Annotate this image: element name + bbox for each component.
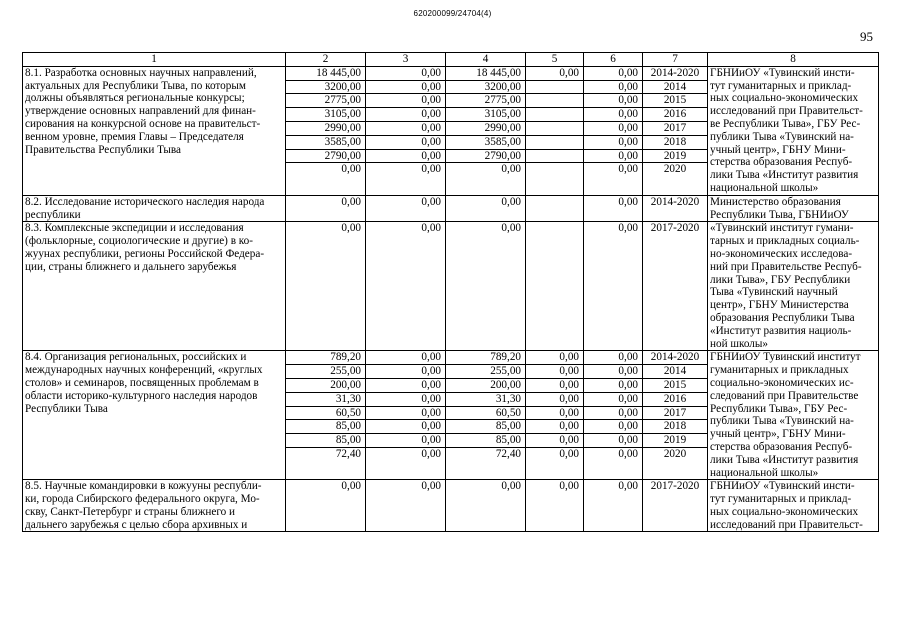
description-line: скву, Санкт-Петербург и страны ближнего и [25,505,236,518]
republic-value: 85,00 [446,434,525,448]
organization-line: стерства образования Респуб- [710,156,853,169]
local-value: 0,00 [526,420,583,434]
activity-description [23,351,286,480]
period: 2014-2020 [643,195,708,222]
organization-line: публики Тыва «Тувинский на- [710,130,854,143]
local-value: 0,00 [526,67,583,81]
republic-value: 255,00 [446,365,525,379]
federal-value: 0,00 [366,351,445,365]
federal-value: 0,00 [366,108,445,122]
local-value [526,94,583,108]
total-value: 0,00 [286,480,366,532]
total-value: 255,00 [286,365,365,379]
table-row [23,195,879,222]
extra-value: 0,00 [584,407,642,421]
extra-value: 0,00 [584,94,642,108]
republic-value: 0,00 [446,222,526,351]
total-value: 85,00 [286,434,365,448]
period-cell [643,351,708,480]
organization-line: исследований при Правительст- [710,105,863,118]
federal-value: 0,00 [366,379,445,393]
column-header: 3 [366,53,446,67]
extra-value: 0,00 [584,67,642,81]
federal-value: 0,00 [366,407,445,421]
total-value: 85,00 [286,420,365,434]
extra-value-cell [584,66,643,195]
extra-value: 0,00 [584,393,642,407]
description-line: области историко-культурного наследия народов [25,389,258,402]
period: 2020 [663,163,687,176]
table-row [23,480,879,532]
federal-value: 0,00 [366,136,445,150]
organization-line: национальной школы» [710,181,819,194]
description-line: 8.4. Организация региональных, российских и [25,351,247,364]
organization-line: социально-экономических ис- [710,376,854,389]
extra-value: 0,00 [584,222,643,351]
description-line: Республики Тыва [25,402,108,415]
organization-line: гуманитарных и прикладных [710,364,849,377]
period: 2015 [643,379,707,393]
republic-value: 0,00 [446,195,526,222]
total-value-cell [286,66,366,195]
period: 2014-2020 [643,67,707,81]
local-value: 0,00 [526,365,583,379]
republic-value: 789,20 [446,351,525,365]
activity-description [23,222,286,351]
local-value: 0,00 [526,393,583,407]
extra-value: 0,00 [584,420,642,434]
period: 2019 [643,434,707,448]
republic-value: 31,30 [446,393,525,407]
republic-value: 60,50 [446,407,525,421]
organization-line: Министерство образования [710,195,841,208]
document-code: 620200099/24704(4) [413,9,492,18]
period: 2018 [643,136,707,150]
organization-line: лики Тыва «Институт развития [710,453,859,466]
description-line: актуальных для Республики Тыва, по которым [25,79,246,92]
federal-value: 0,00 [366,94,445,108]
column-header-row [23,53,879,67]
organization-line: ГБНИиОУ «Тувинский инсти- [710,480,855,493]
local-value [526,136,583,150]
republic-value: 3200,00 [446,81,525,95]
local-value-cell [526,66,584,195]
extra-value: 0,00 [584,81,642,95]
description-line: 8.2. Исследование исторического наследия народа [25,195,265,208]
table-row [23,351,879,480]
responsible-organization [708,222,879,351]
total-value: 3105,00 [286,108,365,122]
description-line: должны объявляться региональные конкурсы; [25,92,245,105]
total-value: 0,00 [341,163,361,176]
description-line: ции, страны ближнего и дальнего зарубежья [25,260,237,273]
republic-value: 2990,00 [446,122,525,136]
description-line: утверждение основных направлений для финан- [25,105,256,118]
extra-value: 0,00 [584,434,642,448]
republic-value: 0,00 [501,163,521,176]
extra-value: 0,00 [584,108,642,122]
period: 2017 [643,122,707,136]
organization-line: Тыва «Тувинский научный [710,286,838,299]
column-header: 2 [286,53,366,67]
local-value-cell [526,351,584,480]
period: 2016 [643,108,707,122]
total-value: 0,00 [286,222,366,351]
period: 2016 [643,393,707,407]
organization-line: Республики Тыва», ГБУ Рес- [710,402,848,415]
extra-value: 0,00 [618,447,638,460]
extra-value-cell [584,351,643,480]
local-value [526,108,583,122]
table-row [23,66,879,195]
organization-line: тарных и прикладных социаль- [710,235,860,248]
table-row [23,222,879,351]
organization-line: ГБНИиОУ «Тувинский инсти- [710,66,855,79]
description-line: Правительства Республики Тыва [25,143,182,156]
extra-value: 0,00 [584,195,643,222]
description-line: жуунах республики, регионы Российской Федера- [25,247,265,260]
total-value: 789,20 [286,351,365,365]
republic-value: 200,00 [446,379,525,393]
republic-value: 72,40 [495,447,521,460]
federal-value: 0,00 [366,480,446,532]
organization-line: следований при Правительстве [710,389,859,402]
federal-value: 0,00 [366,434,445,448]
description-line: республики [25,208,81,221]
period: 2017 [643,407,707,421]
total-value: 2790,00 [286,150,365,164]
responsible-organization [708,480,879,532]
period: 2014 [643,81,707,95]
republic-value-cell [446,66,526,195]
extra-value: 0,00 [584,136,642,150]
organization-line: но-экономических исследова- [710,247,853,260]
extra-value: 0,00 [584,365,642,379]
local-value [526,222,584,351]
organization-line: образования Республики Тыва [710,311,855,324]
federal-value: 0,00 [366,222,446,351]
organization-line: ний при Правительстве Респуб- [710,260,862,273]
total-value: 18 445,00 [286,67,365,81]
total-value: 2775,00 [286,94,365,108]
organization-line: ве Республики Тыва», ГБУ Рес- [710,117,861,130]
extra-value: 0,00 [584,480,643,532]
local-value [526,122,583,136]
federal-value: 0,00 [366,365,445,379]
organization-line: центр», ГБНУ Министерства [710,299,849,312]
description-line: международных научных конференций, «круглых [25,364,263,377]
local-value [526,81,583,95]
description-line: столов» и семинаров, посвященных проблемам в [25,376,259,389]
organization-line: тут гуманитарных и приклад- [710,493,852,506]
activity-description [23,480,286,532]
page-number: 95 [860,29,873,44]
total-value: 2990,00 [286,122,365,136]
responsible-organization [708,66,879,195]
federal-value-cell [366,66,446,195]
federal-value: 0,00 [366,122,445,136]
activity-description [23,195,286,222]
description-line: 8.1. Разработка основных научных направлений, [25,66,257,79]
republic-value: 0,00 [446,480,526,532]
total-value-cell [286,351,366,480]
republic-value: 2790,00 [446,150,525,164]
republic-value: 2775,00 [446,94,525,108]
organization-line: учный центр», ГБНУ Мини- [710,428,846,441]
column-header: 4 [446,53,526,67]
description-line: сирования на конкурсной основе на правительст- [25,117,261,130]
extra-value: 0,00 [584,379,642,393]
federal-value: 0,00 [366,393,445,407]
column-header: 1 [23,53,286,67]
organization-line: тут гуманитарных и приклад- [710,79,852,92]
organization-line: учный центр», ГБНУ Мини- [710,143,846,156]
activity-description [23,66,286,195]
local-value [526,163,583,176]
local-value [526,150,583,164]
republic-value: 3585,00 [446,136,525,150]
extra-value: 0,00 [584,122,642,136]
local-value: 0,00 [526,480,584,532]
organization-line: ных социально-экономических [710,505,859,518]
period: 2020 [663,447,687,460]
organization-line: национальной школы» [710,466,819,479]
total-value: 31,30 [286,393,365,407]
organization-line: стерства образования Респуб- [710,440,853,453]
federal-value: 0,00 [421,447,441,460]
total-value: 72,40 [335,447,361,460]
organization-line: Республики Тыва, ГБНИиОУ [710,208,849,221]
period: 2018 [643,420,707,434]
extra-value: 0,00 [584,351,642,365]
period: 2014-2020 [643,351,707,365]
column-header: 8 [708,53,879,67]
federal-value: 0,00 [366,150,445,164]
federal-value-cell [366,351,446,480]
organization-line: исследований при Правительст- [710,518,863,531]
total-value: 200,00 [286,379,365,393]
federal-value: 0,00 [366,81,445,95]
column-header: 7 [643,53,708,67]
local-value [526,195,584,222]
local-value: 0,00 [526,434,583,448]
period: 2014 [643,365,707,379]
total-value: 0,00 [286,195,366,222]
description-line: дальнего зарубежья с целью сбора архивных и [25,518,248,531]
description-line: ки, города Сибирского федерального округа, Мо- [25,493,260,506]
period: 2015 [643,94,707,108]
organization-line: публики Тыва «Тувинский на- [710,415,854,428]
federal-value: 0,00 [366,67,445,81]
extra-value: 0,00 [584,150,642,164]
organization-line: «Институт развития нациоль- [710,324,852,337]
extra-value: 0,00 [618,163,638,176]
description-line: (фольклорные, социологические и другие) в ко- [25,235,253,248]
description-line: 8.5. Научные командировки в кожууны республи- [25,480,262,493]
description-line: 8.3. Комплексные экспедиции и исследования [25,222,244,235]
local-value: 0,00 [526,379,583,393]
period-cell [643,66,708,195]
organization-line: ГБНИиОУ Тувинский институт [710,351,861,364]
total-value: 3585,00 [286,136,365,150]
program-table [22,52,879,532]
column-header: 5 [526,53,584,67]
republic-value-cell [446,351,526,480]
federal-value: 0,00 [366,420,445,434]
republic-value: 3105,00 [446,108,525,122]
total-value: 3200,00 [286,81,365,95]
federal-value: 0,00 [366,195,446,222]
responsible-organization [708,195,879,222]
period: 2017-2020 [643,480,708,532]
organization-line: ной школы» [710,337,768,350]
organization-line: ных социально-экономических [710,92,859,105]
local-value: 0,00 [526,407,583,421]
organization-line: лики Тыва», ГБУ Республики [710,273,851,286]
description-line: венном уровне, премия Главы – Председателя [25,130,244,143]
republic-value: 85,00 [446,420,525,434]
organization-line: «Тувинский институт гумани- [710,222,854,235]
local-value: 0,00 [526,351,583,365]
column-header: 6 [584,53,643,67]
federal-value: 0,00 [421,163,441,176]
local-value: 0,00 [559,447,579,460]
total-value: 60,50 [286,407,365,421]
republic-value: 18 445,00 [446,67,525,81]
responsible-organization [708,351,879,480]
organization-line: лики Тыва «Институт развития [710,169,859,182]
period: 2019 [643,150,707,164]
period: 2017-2020 [643,222,708,351]
